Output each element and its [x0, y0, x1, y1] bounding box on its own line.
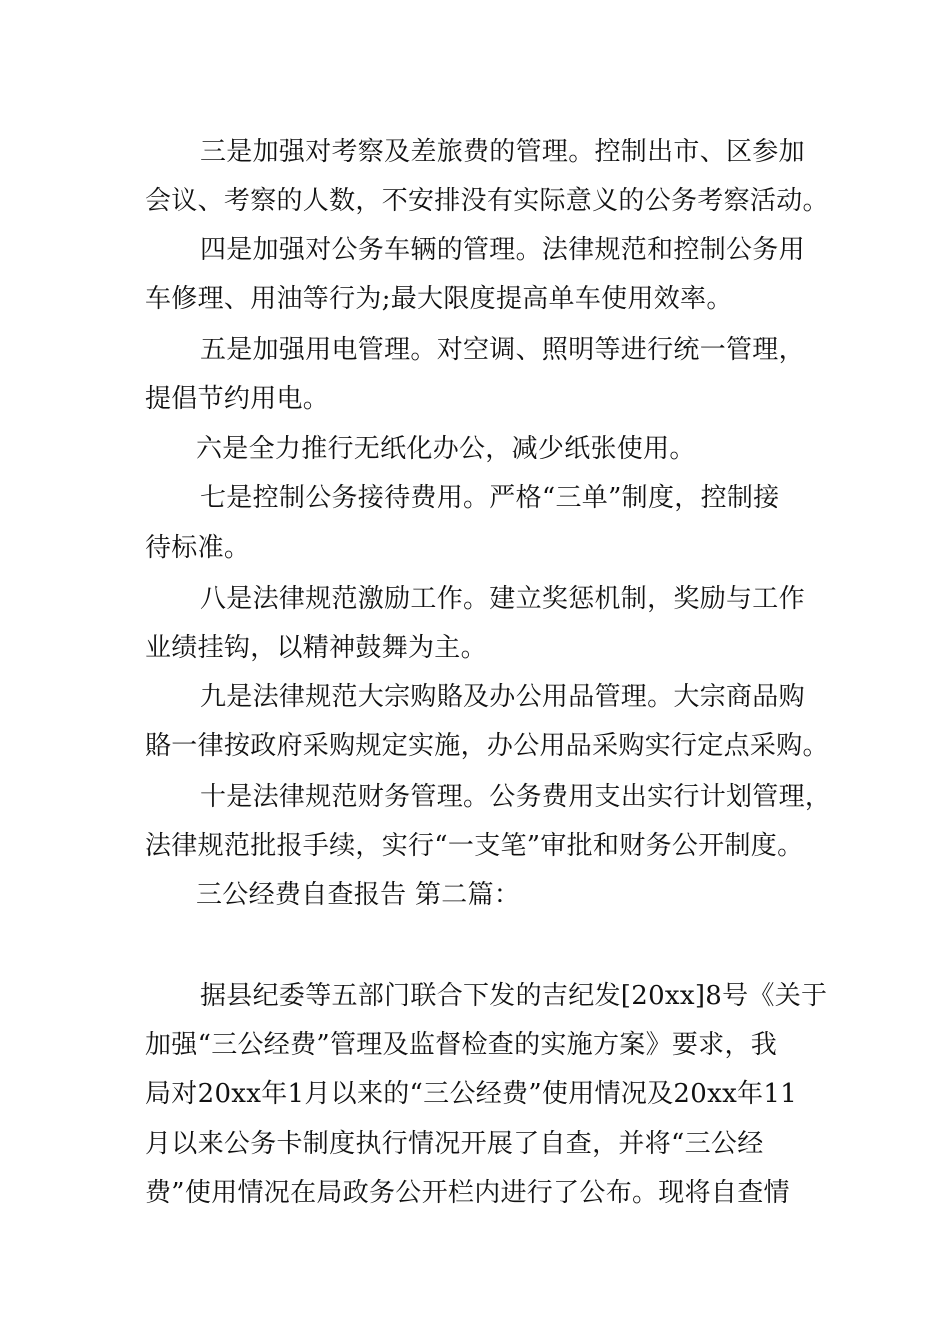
text-line: 五是加强用电管理。对空调、照明等进行统一管理，	[200, 335, 805, 365]
text-line: 九是法律规范大宗购賂及办公用品管理。大宗商品购	[200, 682, 805, 712]
text-line: 三是加强对考察及差旅费的管理。控制出市、区参加	[200, 137, 805, 167]
text-line: 局对20xx年1月以来的“三公经费”使用情况及20xx年11	[145, 1079, 798, 1109]
section-heading: 三公经费自查报告 第二篇：	[196, 880, 521, 910]
text-line: 四是加强对公务车辆的管理。法律规范和控制公务用	[200, 235, 805, 265]
text-line: 八是法律规范激励工作。建立奖惩机制，奖励与工作	[200, 584, 805, 614]
text-line: 费”使用情况在局政务公开栏内进行了公布。现将自查情	[145, 1178, 790, 1208]
text-line: 七是控制公务接待费用。严格“三单”制度，控制接	[200, 483, 780, 513]
text-line: 据县纪委等五部门联合下发的吉纪发[20xx]8号《关于	[200, 981, 828, 1011]
text-line: 十是法律规范财务管理。公务费用支出实行计划管理，	[200, 782, 832, 812]
text-line: 加强“三公经费”管理及监督检查的实施方案》要求，我	[145, 1030, 778, 1060]
text-line: 会议、考察的人数，不安排没有实际意义的公务考察活动。	[145, 186, 829, 216]
text-line: 待标准。	[145, 533, 251, 563]
text-line: 法律规范批报手续，实行“一支笔”审批和财务公开制度。	[145, 831, 804, 861]
text-line: 业绩挂钩，以精神鼓舞为主。	[145, 633, 487, 663]
text-line: 车修理、用油等行为;最大限度提高单车使用效率。	[145, 284, 733, 314]
text-line: 月以来公务卡制度执行情况开展了自查，并将“三公经	[145, 1129, 764, 1159]
text-line: 六是全力推行无纸化办公，减少纸张使用。	[196, 434, 696, 464]
text-line: 提倡节约用电。	[145, 384, 330, 414]
text-line: 賂一律按政府采购规定实施，办公用品采购实行定点采购。	[145, 731, 829, 761]
